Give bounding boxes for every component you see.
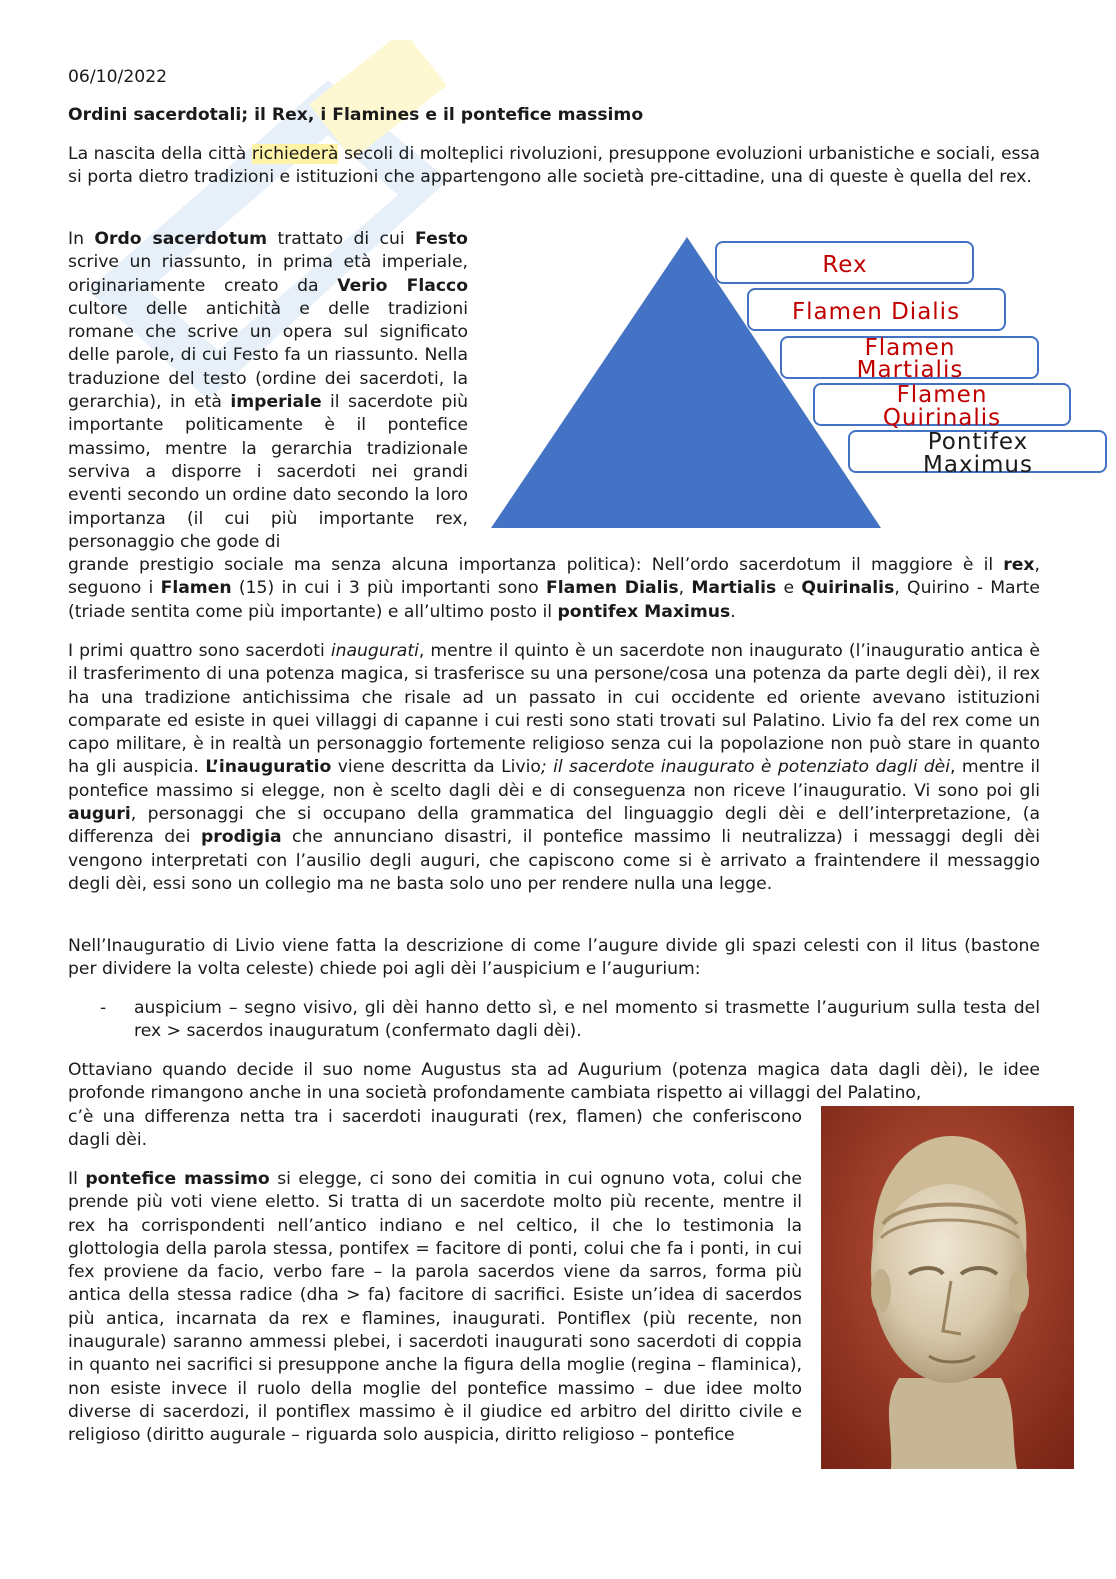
label-rex: Rex xyxy=(822,252,868,278)
highlighted-word: richiederà xyxy=(251,144,339,164)
bullet-text: auspicium – segno visivo, gli dèi hanno detto sì, e nel momento si trasmette l’augurium sulla testa del rex > sacerdos inauguratum (confermato dagli dèi). xyxy=(134,998,1040,1042)
label-flamen-martialis-2: Martialis xyxy=(856,357,964,383)
paragraph-intro: La nascita della città richiederà secoli di molteplici rivoluzioni, presuppone evoluzioni urbanistiche e sociali, essa si porta dietro tradizioni e istituzioni che appartengono alle società pre-cittadine, una di queste è quella del rex. xyxy=(68,144,1040,188)
hierarchy-pyramid-diagram xyxy=(486,230,1111,535)
document-title: Ordini sacerdotali; il Rex, i Flamines e il pontefice massimo xyxy=(68,105,644,125)
label-flamen-martialis-1: Flamen xyxy=(864,335,956,361)
label-pontifex-maximus-2: Maximus xyxy=(923,452,1033,478)
bullet-dash: - xyxy=(100,998,107,1018)
marble-bust-image xyxy=(821,1106,1074,1469)
paragraph-ordo-sacerdotum: In Ordo sacerdotum trattato di cui Festo scrive un riassunto, in prima età imperiale, originariamente creato da Verio Flacco cultore delle antichità e delle tradizioni romane che scrive un opera sul significato delle parole, di cui Festo fa un riassunto. Nella traduzione del testo (ordine dei sacerdoti, la gerarchia), in età imperiale il sacerdote più importante politicamente è il pontefice massimo, mentre la gerarchia tradizionale serviva a disporre i sacerdoti nei grandi eventi secondo un ordine dato secondo la loro importanza (il cui più importante rex, personaggio che gode di xyxy=(68,229,469,552)
paragraph-ottaviano: Ottaviano quando decide il suo nome Augustus sta ad Augurium (potenza magica data dagli dèi), le idee profonde rimangono anche in una società profondamente cambiata rispetto ai villaggi del Palatino, xyxy=(68,1060,1040,1104)
label-flamen-dialis: Flamen Dialis xyxy=(791,299,961,325)
paragraph-inauguratio-livio: Nell’Inauguratio di Livio viene fatta la descrizione di come l’augure divide gli spazi celesti con il litus (bastone per dividere la volta celeste) chiede poi agli dèi l’auspicium e l’augurium: xyxy=(68,936,1040,980)
label-flamen-quirinalis-1: Flamen xyxy=(896,382,988,408)
paragraph-ottaviano-end: c’è una differenza netta tra i sacerdoti inaugurati (rex, flamen) che conferiscono dagli dèi. xyxy=(68,1107,802,1151)
paragraph-inaugurati: I primi quattro sono sacerdoti inaugurati, mentre il quinto è un sacerdote non inaugurato (l’inauguratio antica è il trasferimento di una potenza magica, si trasferisce su una persone/cosa una potenza da parte degli dèi), il rex ha una tradizione antichissima che risale ad un passato in cui occidente ed oriente avevano istituzioni comparate ed esiste in quei villaggi di capanne i cui resti sono stati trovati sul Palatino. Livio fa del rex come un capo militare, è in realtà un personaggio fortemente religioso senza cui la popolazione non può stare in quanto ha gli auspicia. L’inauguratio viene descritta da Livio; il sacerdote inaugurato è potenziato dagli dèi, mentre il pontefice massimo si elegge, non è scelto dagli dèi e di conseguenza non riceve l’inauguratio. Vi sono poi gli auguri, personaggi che si occupano della grammatica del linguaggio degli dèi e dell’interpretazione, (a differenza dei prodigia che annunciano disastri, il pontefice massimo li neutralizza) i messaggi degli dèi vengono interpretati con l’ausilio degli auguri, che capiscono come si è arrivato a fraintendere il messaggio degli dèi, essi sono un collegio ma ne basta solo uno per rendere nulla una legge. xyxy=(68,641,1041,894)
label-flamen-quirinalis-2: Quirinalis xyxy=(882,405,1002,431)
paragraph-ordo-continuation: grande prestigio sociale ma senza alcuna importanza politica): Nell’ordo sacerdotum il maggiore è il rex, seguono i Flamen (15) in cui i 3 più importanti sono Flamen Dialis, Martialis e Quirinalis, Quirino - Marte (triade sentita come più importante) e all’ultimo posto il pontifex Maximus. xyxy=(68,555,1040,622)
label-pontifex-maximus-1: Pontifex xyxy=(927,429,1029,455)
document-date: 06/10/2022 xyxy=(68,67,168,87)
paragraph-pontefice-massimo: Il pontefice massimo si elegge, ci sono dei comitia in cui ognuno vota, colui che prende più voti viene eletto. Si tratta di un sacerdote molto più recente, mentre il rex ha corrispondenti nell’antico indiano e nel celtico, il che lo testimonia la glottologia della parola stessa, pontifex = facitore di ponti, colui che fa i ponti, in cui fex proviene da facio, verbo fare – la parola sacerdos viene da sarros, forma più antica della stessa radice (dha > fa) facitore di sacrifici. Esiste un’idea di sacerdos più antica, incarnata da rex e flamines, inaugurati. Pontiflex (più recente, non inaugurale) saranno ammessi plebei, i sacerdoti inaugurati sono sacerdoti di coppia in quanto nei sacrifici si presuppone anche la figura della moglie (regina – flaminica), non esiste invece il ruolo della moglie del pontefice massimo – due idee molto diverse di sacerdozi, il pontiflex massimo è il giudice ed arbitro del diritto civile e religioso (diritto augurale – riguarda solo auspicia, diritto religioso – pontefice xyxy=(68,1169,803,1446)
